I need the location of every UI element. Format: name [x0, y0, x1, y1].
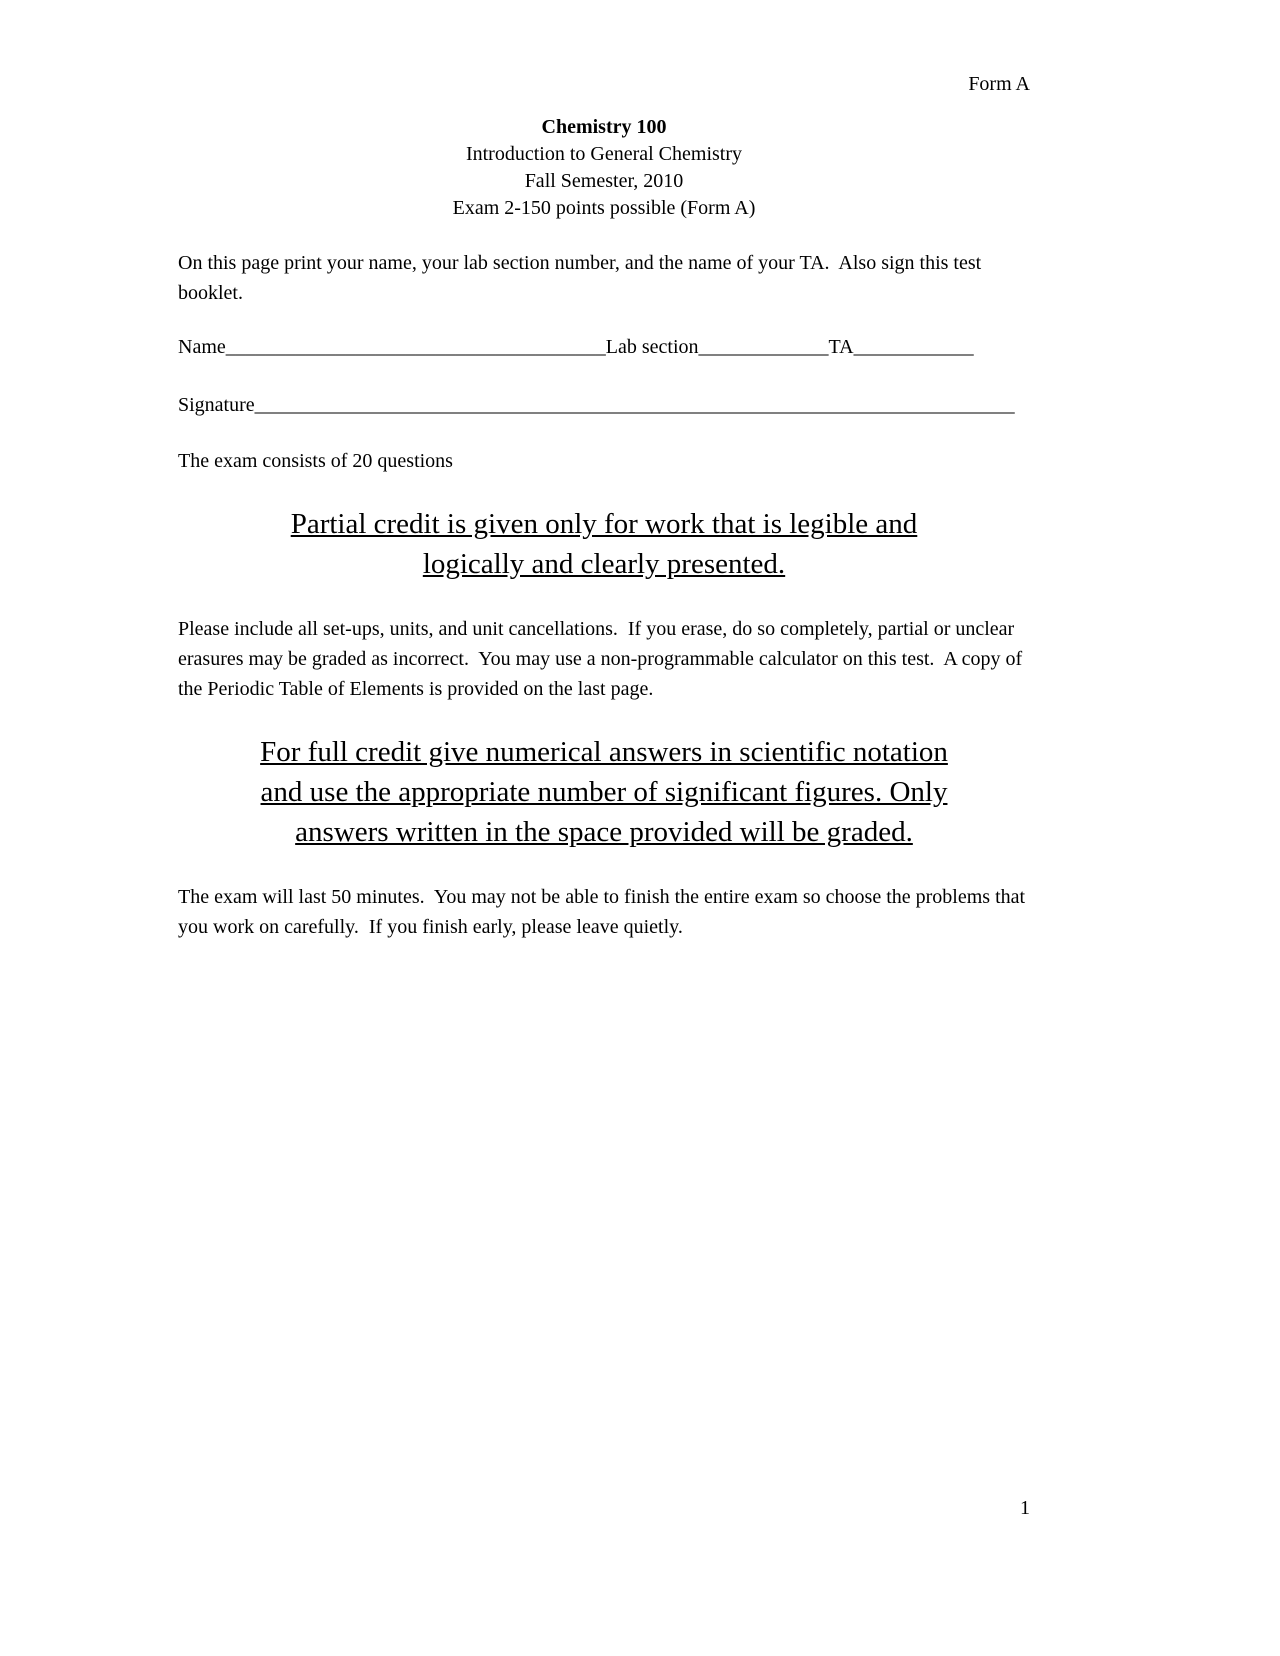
- full-credit-heading: [178, 732, 1030, 852]
- ta-label: TA: [828, 336, 854, 358]
- name-label: Name: [178, 336, 226, 358]
- name-lab-ta-line: [178, 332, 1030, 362]
- title-block: [178, 114, 1030, 222]
- signature-blank: ____________________________________________________________________________: [254, 394, 1015, 416]
- full-credit-heading-line-2: and use the appropriate number of significant figures. Only: [260, 776, 948, 808]
- course-title: Chemistry 100: [541, 116, 667, 138]
- semester-line: Fall Semester, 2010: [524, 170, 684, 192]
- exam-info-line: Exam 2-150 points possible (Form A): [452, 197, 756, 219]
- form-label: Form A: [968, 73, 1030, 95]
- signature-line: [178, 390, 1030, 420]
- full-credit-heading-line-1: For full credit give numerical answers in scientific notation: [260, 736, 948, 768]
- page-number: 1: [1020, 1497, 1030, 1519]
- course-subtitle: Introduction to General Chemistry: [465, 143, 743, 165]
- partial-credit-heading-line-1: Partial credit is given only for work that is legible and: [290, 508, 918, 540]
- partial-credit-heading: [178, 504, 1030, 584]
- timing-paragraph: The exam will last 50 minutes. You may not be able to finish the entire exam so choose the problems that you work on carefully. If you finish early, please leave quietly.: [178, 886, 1031, 938]
- question-count-line: The exam consists of 20 questions: [178, 450, 453, 472]
- lab-section-blank: _____________: [698, 336, 829, 358]
- ta-blank: ____________: [853, 336, 974, 358]
- full-credit-heading-line-3: answers written in the space provided will be graded.: [295, 816, 913, 848]
- lab-section-label: Lab section: [605, 336, 699, 358]
- intro-paragraph: On this page print your name, your lab section number, and the name of your TA. Also sign this test booklet.: [178, 252, 987, 304]
- signature-label: Signature: [178, 394, 255, 416]
- name-blank: ______________________________________: [225, 336, 606, 358]
- partial-credit-heading-line-2: logically and clearly presented.: [422, 548, 786, 580]
- details-paragraph: Please include all set-ups, units, and unit cancellations. If you erase, do so completely, partial or unclear erasures may be graded as incorrect. You may use a non-programmable calculator on this test. A copy of the Periodic Table of Elements is provided on the last page.: [178, 618, 1028, 700]
